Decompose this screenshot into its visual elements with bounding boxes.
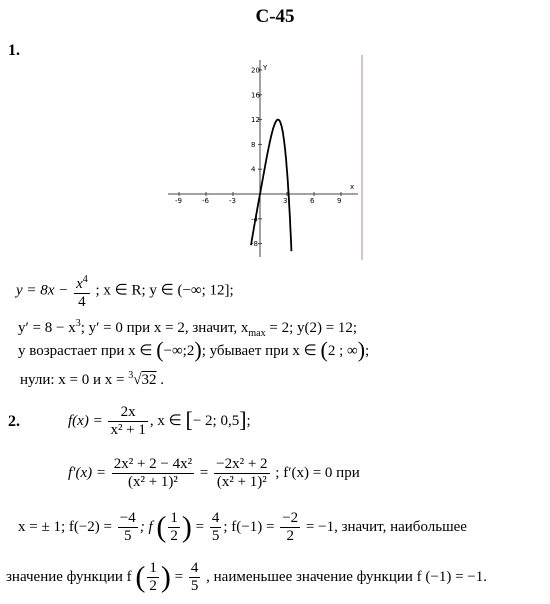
x-tick-label: 9: [337, 197, 342, 205]
p1-l1-text-b: ; x ∈ R; y ∈ (−∞; 12];: [95, 282, 234, 299]
p1-line-3: y возрастает при x ∈ (−∞;2); убывает при x ∈ (2 ; ∞);: [18, 337, 370, 362]
p1-l2-text: y′ = 8 − x: [18, 320, 76, 336]
p1-l3-text-a: y возрастает при x ∈: [18, 343, 153, 359]
p2-l1-fraction: [108, 404, 147, 439]
p2-l3-fraction-4: [280, 510, 300, 545]
p2-l2-num-2: −2x² + 2: [216, 456, 268, 472]
p2-l3-den-2: 2: [170, 528, 178, 544]
p2-l3-den-1: 5: [118, 527, 138, 545]
y-tick-label: 4: [251, 165, 256, 174]
x-tick-label: -6: [202, 197, 209, 205]
p2-l4-den-2: 5: [190, 578, 199, 594]
y-tick-label: -8: [251, 240, 258, 249]
p1-l2-text-c: = 2; y(2) = 12;: [265, 320, 358, 336]
p2-l4-num-2: 4: [190, 560, 199, 576]
p1-l1-num-exp: 4: [82, 274, 88, 285]
p1-line-4: нули: x = 0 и x = $^3$√32 .: [20, 370, 164, 388]
p2-line-3: x = ± 1; f(−2) = $\frac{-4}{5}$ ; f ( $\frac{1}{2}$ ) = $\frac{4}{5}$ ; f(−1) = $\frac{-2}{2}$ = −1, значит, наибольшее: [18, 510, 467, 544]
p1-l4-text-a: нули: x = 0 и x =: [20, 372, 125, 388]
p2-l2-num-1: 2x² + 2 − 4x²: [113, 456, 193, 472]
p1-line-1: [16, 271, 234, 311]
p1-l3-text-b: ; убывает при x ∈: [201, 343, 317, 359]
p2-l2-equals: =: [199, 464, 209, 481]
p2-l2-den-2: (x² + 1)²: [214, 473, 269, 491]
x-tick-label: 3: [283, 197, 288, 205]
p1-l4-text-b: .: [160, 372, 164, 388]
y-axis-label: Y: [263, 64, 268, 72]
p2-l4-num-1: 1: [149, 560, 157, 576]
y-tick-label: 12: [251, 116, 260, 125]
p2-l1-den: x² + 1: [110, 422, 146, 438]
p1-l1-den: 4: [74, 293, 90, 311]
p2-l2-fraction-1: [112, 456, 194, 491]
x-tick-label: -3: [229, 197, 236, 205]
p1-l4-radicand: 32: [141, 372, 157, 388]
p2-l2-f: f′(x) =: [68, 464, 106, 481]
p2-l3-text-e: = −1, значит, наибольшее: [305, 518, 467, 535]
page-title: С-45: [255, 6, 295, 27]
p2-l4-fraction-2: [189, 560, 201, 595]
p2-l3-fraction-3: [210, 510, 222, 545]
p1-l1-fraction: [74, 271, 90, 311]
p2-l3-num-4: −2: [282, 510, 299, 526]
p2-line-1: f(x) = $\frac{2x}{\text{x² + 1}}$ , x ∈ [− 2; 0,5];: [68, 404, 251, 438]
y-tick-label: 8: [251, 140, 256, 149]
p1-l1-num: x: [76, 276, 83, 292]
p2-l3-text-a: x = ± 1; f(−2) =: [18, 518, 113, 535]
p2-l2-text-b: ; f′(x) = 0 при: [275, 464, 360, 481]
p2-l1-text-b: , x ∈: [149, 412, 182, 429]
p2-l1-f: f(x) =: [68, 412, 103, 429]
p2-l3-text-b: ; f: [139, 518, 153, 535]
problem-2-number: 2.: [8, 413, 20, 430]
p2-l3-fraction-2: [168, 510, 180, 545]
function-graph: [160, 52, 370, 262]
p2-l1-interval: − 2; 0,5: [192, 412, 240, 429]
p2-l3-num-1: −4: [119, 510, 136, 526]
x-axis-label: x: [350, 183, 355, 191]
y-tick-label: -4: [251, 215, 258, 224]
p2-l1-text-c: ;: [246, 412, 251, 429]
p1-l3-interval-2: 2 ; ∞: [327, 343, 358, 359]
p1-l1-text-a: y = 8x −: [16, 282, 69, 299]
function-curve: [251, 120, 291, 252]
x-tick-label: 6: [310, 197, 315, 205]
p2-l2-fraction-2: [214, 456, 269, 491]
p2-line-4: значение функции f ( $\frac{1}{2}$ ) = $\frac{4}{5}$ , наименьшее значение функции f (−1) = −1.: [6, 560, 488, 594]
p2-l4-text-c: , наименьшее значение функции f (−1) = −1.: [206, 568, 488, 585]
p2-l4-fraction-1: [147, 560, 159, 595]
p2-l4-text-a: значение функции f: [6, 568, 132, 585]
p1-l2-exp: 3: [75, 318, 81, 329]
y-tick-label: 20: [251, 66, 260, 75]
p1-l3-interval-1: −∞;2: [163, 343, 195, 359]
p2-l3-num-3: 4: [211, 510, 220, 526]
p2-l1-num: 2x: [120, 404, 136, 420]
problem-1-number: 1.: [8, 42, 20, 59]
p2-l3-den-4: 2: [280, 527, 300, 545]
p1-line-2: [18, 318, 357, 339]
p2-l3-fraction-1: [118, 510, 138, 545]
p2-line-2: [68, 456, 360, 491]
p2-l3-text-d: ; f(−1) =: [223, 518, 275, 535]
p2-l3-equals: =: [195, 518, 205, 535]
p2-l4-den-1: 2: [149, 578, 157, 594]
p2-l2-den-1: (x² + 1)²: [112, 473, 194, 491]
p2-l4-equals: =: [174, 568, 184, 585]
p2-l3-den-3: 5: [211, 528, 220, 544]
p1-l2-text-b: ; y′ = 0 при x = 2, значит, x: [80, 320, 249, 336]
y-tick-label: 16: [251, 91, 260, 100]
p1-l4-root-index: 3: [128, 370, 134, 381]
p1-l3-text-c: ;: [365, 343, 370, 359]
p1-l2-sub: max: [248, 328, 266, 339]
p2-l3-num-2: 1: [170, 510, 178, 526]
x-tick-label: -9: [175, 197, 182, 205]
